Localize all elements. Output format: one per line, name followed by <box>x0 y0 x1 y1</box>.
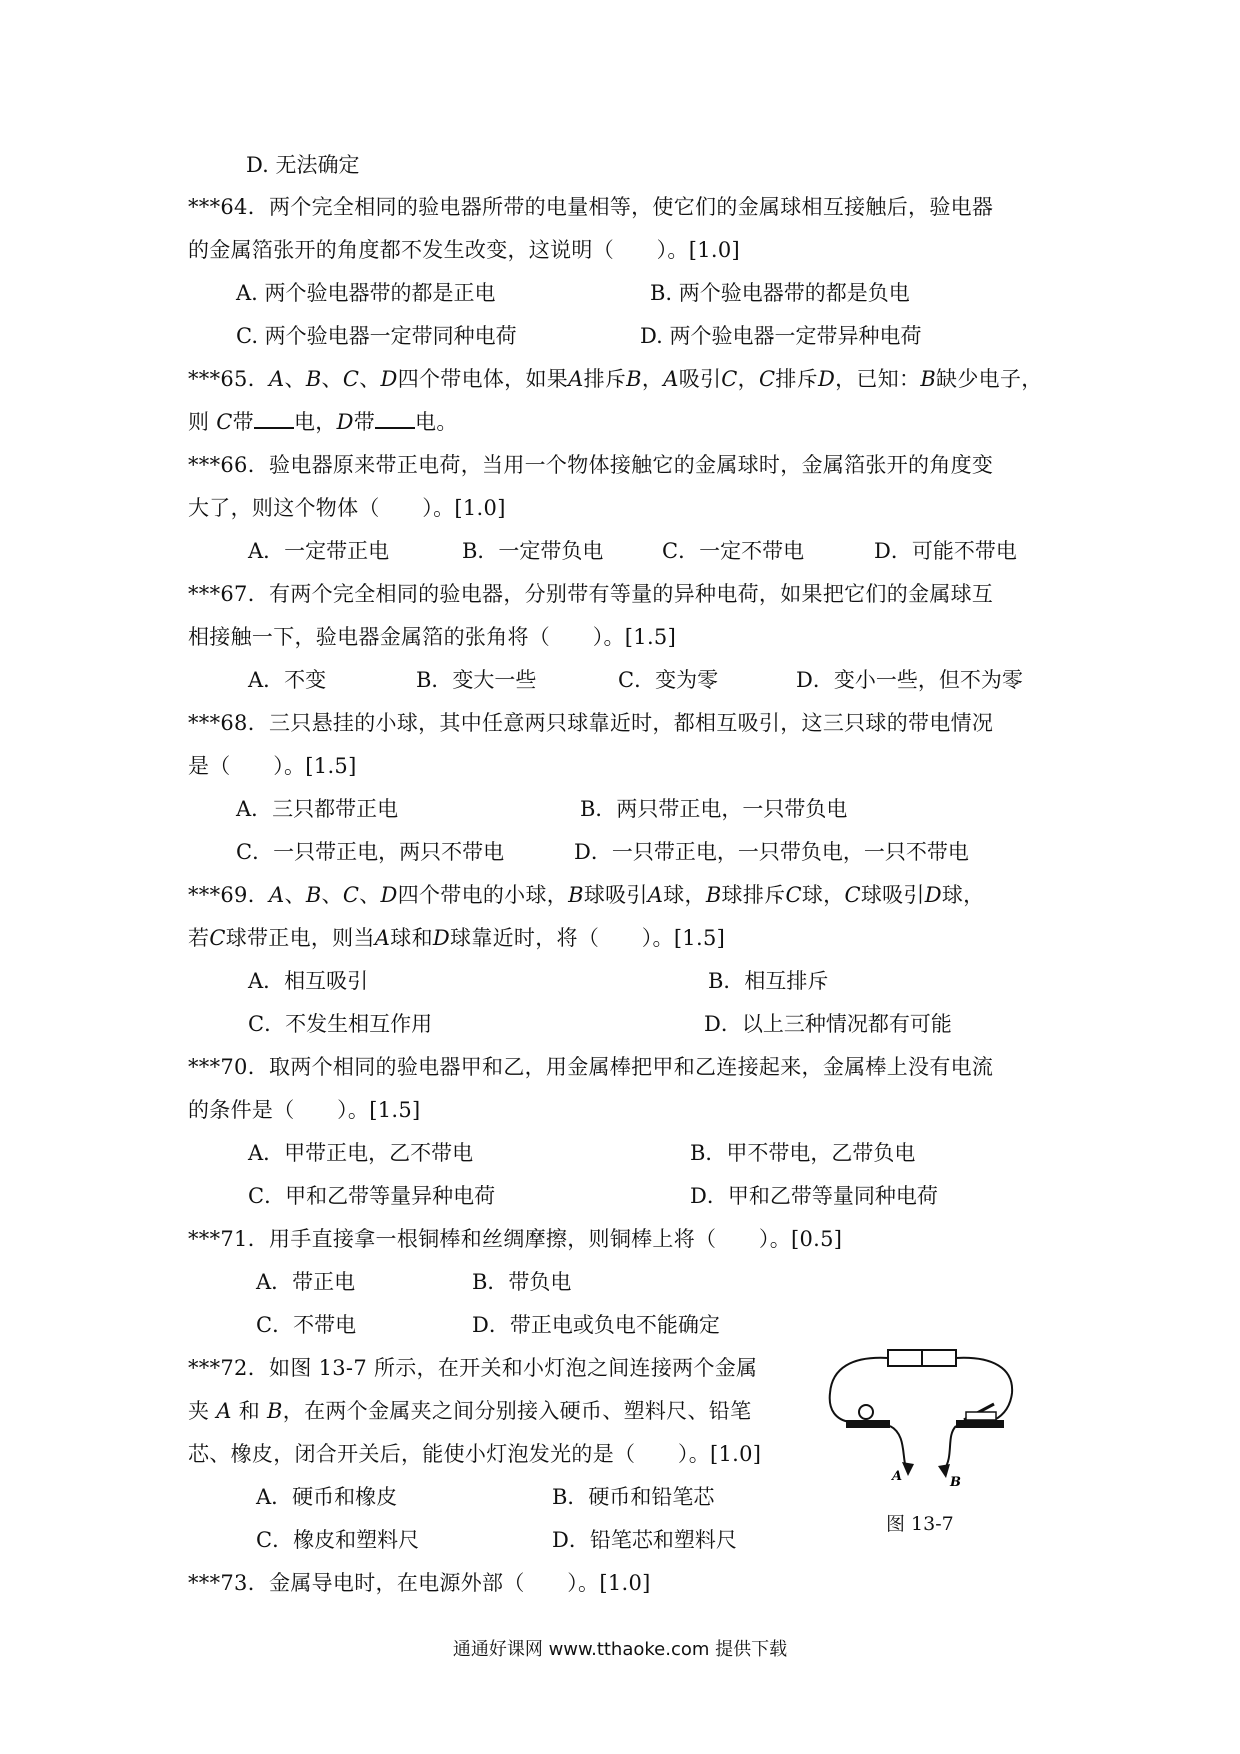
q73-line1: ***73．金属导电时，在电源外部（ ）。[1.0] <box>188 1571 651 1595</box>
q68-option-b: B．两只带正电，一只带负电 <box>580 797 848 821</box>
bulb-base <box>846 1420 890 1428</box>
q64-line1: ***64．两个完全相同的验电器所带的电量相等，使它们的金属球相互接触后，验电器 <box>188 195 994 219</box>
q65-text: 、 <box>284 367 306 391</box>
q64-option-b: B. 两个验电器带的都是负电 <box>650 281 910 305</box>
q64-line2: 的金属箔张开的角度都不发生改变，这说明（ ）。[1.0] <box>188 238 740 262</box>
q70-option-b: B．甲不带电，乙带负电 <box>690 1141 916 1165</box>
q65-blank-2 <box>375 407 415 429</box>
q69-var: C <box>342 883 360 907</box>
switch-body <box>966 1412 996 1420</box>
q69-option-c: C．不发生相互作用 <box>248 1012 433 1036</box>
q66-option-a: A．一定带正电 <box>248 539 390 563</box>
q65-text: ， <box>737 367 759 391</box>
q68-option-a: A．三只都带正电 <box>236 797 399 821</box>
q71-option-c: C．不带电 <box>256 1313 357 1337</box>
q69-text: 球， <box>663 883 706 907</box>
q65-var: D <box>336 410 354 434</box>
q69-line2 <box>188 923 725 953</box>
q70-option-d: D．甲和乙带等量同种电荷 <box>690 1184 938 1208</box>
q69-var: A <box>269 883 285 907</box>
q65-text: ，已知： <box>835 367 921 391</box>
q70-line1: ***70．取两个相同的验电器甲和乙，用金属棒把甲和乙连接起来，金属棒上没有电流 <box>188 1055 994 1079</box>
q71-option-b: B．带负电 <box>472 1270 572 1294</box>
q66-option-b: B．一定带负电 <box>462 539 604 563</box>
q69-var: C <box>209 926 226 950</box>
q69-var: A <box>647 883 664 907</box>
q69-line1 <box>188 880 984 910</box>
q65-text: 电， <box>293 410 337 434</box>
q65-var: A <box>269 367 285 391</box>
q69-var: B <box>305 883 322 907</box>
q70-option-c: C．甲和乙带等量异种电荷 <box>248 1184 496 1208</box>
q65-text: 吸引 <box>678 367 722 391</box>
q67-option-d: D．变小一些，但不为零 <box>796 668 1023 692</box>
q65-text: 排斥 <box>775 367 818 391</box>
q72-line1: ***72．如图 13-7 所示，在开关和小灯泡之间连接两个金属 <box>188 1356 758 1380</box>
q65-var: B <box>626 367 642 391</box>
q69-text: 球和 <box>390 926 433 950</box>
q65-var: B <box>305 367 322 391</box>
page-footer: 通通好课网 www.tthaoke.com 提供下载 <box>452 1639 788 1660</box>
wire-to-clip-b <box>944 1426 956 1470</box>
q68-line1: ***68．三只悬挂的小球，其中任意两只球靠近时，都相互吸引，这三只球的带电情况 <box>188 711 994 735</box>
q65-text: 缺少电子， <box>936 367 1043 391</box>
q72-option-a: A．硬币和橡皮 <box>256 1485 398 1509</box>
q71-option-d: D．带正电或负电不能确定 <box>472 1313 720 1337</box>
q69-text: 、 <box>359 883 381 907</box>
q65-var: C <box>721 367 738 391</box>
clip-b-icon <box>938 1464 950 1478</box>
q68-option-d: D．一只带正电，一只带负电，一只不带电 <box>574 840 969 864</box>
figure-caption: 图 13-7 <box>886 1513 954 1535</box>
q69-text: 球吸引 <box>860 883 925 907</box>
q69-text: 球， <box>801 883 845 907</box>
q67-line2: 相接触一下，验电器金属箔的张角将（ ）。[1.5] <box>188 625 677 649</box>
q65-text: 排斥 <box>583 367 627 391</box>
q72-option-b: B．硬币和铅笔芯 <box>552 1485 715 1509</box>
q72-line3: 芯、橡皮，闭合开关后，能使小灯泡发光的是（ ）。[1.0] <box>188 1442 762 1466</box>
q65-var: A <box>663 367 679 391</box>
q67-line1: ***67．有两个完全相同的验电器，分别带有等量的异种电荷，如果把它们的金属球互 <box>188 582 994 606</box>
q64-option-a: A. 两个验电器带的都是正电 <box>236 281 496 305</box>
q72-text: 夹 <box>188 1399 210 1423</box>
q64-option-d: D. 两个验电器一定带异种电荷 <box>640 324 922 348</box>
q65-number: ***65． <box>188 367 270 391</box>
q69-text: 球吸引 <box>583 883 648 907</box>
q69-var: D <box>924 883 942 907</box>
q65-var: D <box>380 367 398 391</box>
q65-text: 带 <box>232 410 254 434</box>
q65-text: 电。 <box>415 410 458 434</box>
q69-option-a: A．相互吸引 <box>248 969 369 993</box>
q67-option-a: A．不变 <box>248 668 327 692</box>
q69-text: 球排斥 <box>721 883 786 907</box>
q69-text: 球， <box>941 883 985 907</box>
q69-var: D <box>380 883 398 907</box>
q66-option-d: D．可能不带电 <box>874 539 1017 563</box>
q69-text: 若 <box>188 926 210 950</box>
clip-a-icon <box>902 1462 914 1476</box>
q67-option-c: C．变为零 <box>618 668 719 692</box>
q65-text: 、 <box>321 367 343 391</box>
q69-option-d: D．以上三种情况都有可能 <box>704 1012 952 1036</box>
q69-text: 四个带电的小球， <box>397 883 569 907</box>
q65-line1 <box>188 364 1043 394</box>
q68-line2: 是（ ）。[1.5] <box>188 754 357 778</box>
q71-line1: ***71．用手直接拿一根铜棒和丝绸摩擦，则铜棒上将（ ）。[0.5] <box>188 1227 843 1251</box>
q65-var: C <box>216 410 233 434</box>
q69-var: B <box>568 883 584 907</box>
q66-line1: ***66．验电器原来带正电荷，当用一个物体接触它的金属球时，金属箔张开的角度变 <box>188 453 994 477</box>
q69-var: A <box>374 926 391 950</box>
wire-to-clip-a <box>890 1426 906 1468</box>
q65-text: 四个带电体，如果 <box>397 367 569 391</box>
q69-option-b: B．相互排斥 <box>708 969 829 993</box>
q63-option-d: D. 无法确定 <box>246 153 360 177</box>
figure-label-b: B <box>950 1475 961 1488</box>
q70-line2: 的条件是（ ）。[1.5] <box>188 1098 421 1122</box>
circuit-figure <box>822 1338 1022 1488</box>
q69-var: C <box>844 883 861 907</box>
q70-option-a: A．甲带正电，乙不带电 <box>248 1141 474 1165</box>
figure-label-a: A <box>892 1469 903 1484</box>
q72-option-c: C．橡皮和塑料尺 <box>256 1528 420 1552</box>
q69-number: ***69． <box>188 883 270 907</box>
q66-option-c: C．一定不带电 <box>662 539 805 563</box>
q65-text: 、 <box>359 367 381 391</box>
q64-option-c: C. 两个验电器一定带同种电荷 <box>236 324 517 348</box>
q72-text: ，在两个金属夹之间分别接入硬币、塑料尺、铅笔 <box>282 1399 752 1423</box>
battery-cell-icon <box>922 1350 956 1366</box>
q69-text: 球带正电，则当 <box>225 926 375 950</box>
q71-option-a: A．带正电 <box>256 1270 356 1294</box>
q65-blank-1 <box>254 407 294 429</box>
switch-base <box>956 1420 1004 1428</box>
q66-line2: 大了，则这个物体（ ）。[1.0] <box>188 496 506 520</box>
q67-option-b: B．变大一些 <box>416 668 537 692</box>
q72-var: A <box>216 1399 232 1423</box>
light-bulb-icon <box>859 1405 873 1419</box>
q72-option-d: D．铅笔芯和塑料尺 <box>552 1528 737 1552</box>
q65-var: D <box>817 367 836 391</box>
q65-text: 则 <box>188 410 210 434</box>
q72-line2 <box>188 1396 751 1426</box>
q69-var: B <box>705 883 722 907</box>
q69-text: 球靠近时，将（ ）。[1.5] <box>450 926 726 950</box>
q72-var: B <box>267 1399 283 1423</box>
q72-text: 和 <box>238 1399 261 1423</box>
q65-var: A <box>568 367 584 391</box>
q69-text: 、 <box>284 883 306 907</box>
q65-var: C <box>758 367 776 391</box>
q69-var: C <box>785 883 802 907</box>
q69-var: D <box>432 926 451 950</box>
battery-cell-icon <box>888 1350 922 1366</box>
q65-line2 <box>188 407 458 437</box>
q65-text: 带 <box>353 410 376 434</box>
q65-var: B <box>920 367 937 391</box>
q65-text: ， <box>641 367 664 391</box>
q69-text: 、 <box>321 883 343 907</box>
q65-var: C <box>342 367 360 391</box>
q68-option-c: C．一只带正电，两只不带电 <box>236 840 505 864</box>
